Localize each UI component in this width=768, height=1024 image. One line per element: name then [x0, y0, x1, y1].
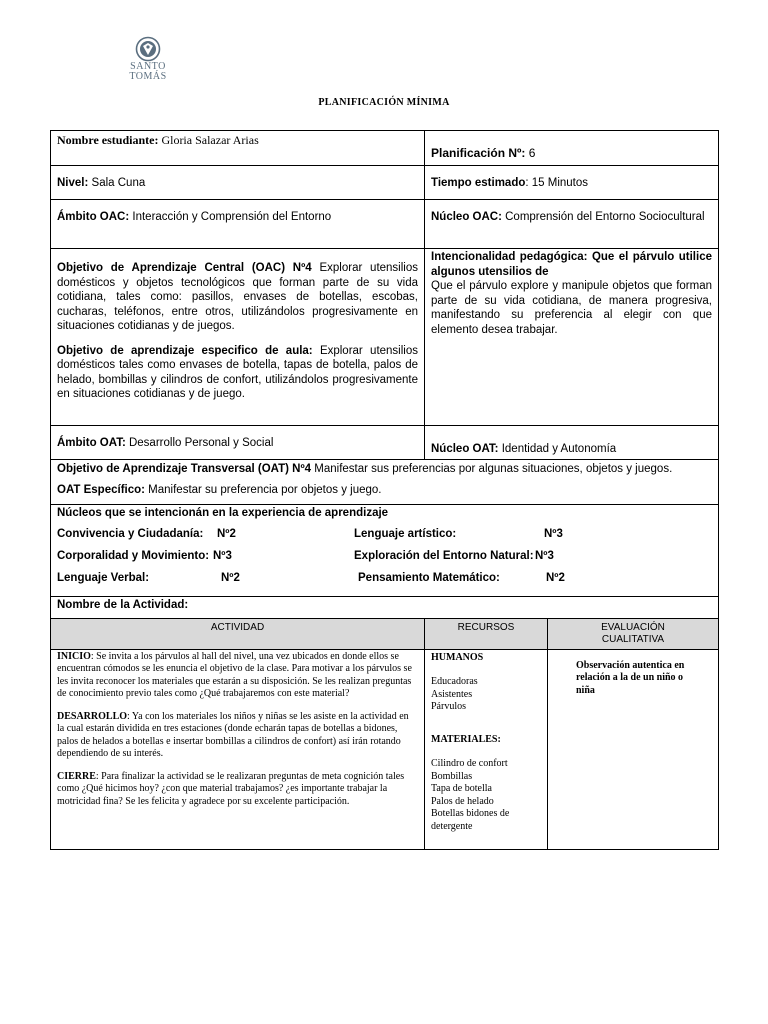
humanos-item: Educadoras — [431, 676, 478, 687]
student-label: Nombre estudiante: — [57, 133, 159, 147]
cell-student — [51, 131, 425, 166]
nucleo-item-value: Nº2 — [221, 571, 240, 584]
oat-label: Objetivo de Aprendizaje Transversal (OAT) Nº4 — [57, 463, 312, 475]
nucleos-title: Núcleos que se intencionán en la experiencia de aprendizaje — [57, 507, 389, 519]
planning-table — [50, 130, 719, 850]
oa-aula-text: Explorar utensilios domésticos tales como envases de botella, tapas de botella, palos de helado, bombillas y cilindros de confort, utilizándolos progresivamente en situaciones cotidianas y de juego. — [57, 344, 418, 400]
oac-label: Objetivo de Aprendizaje Central (OAC) Nº4 — [57, 262, 312, 274]
humanos-item: Párvulos — [431, 701, 466, 712]
intencionalidad-text: Que el párvulo explore y manipule objetos que forman parte de su vida cotidiana, de manera progresiva, manifestando su preferencia al elegir con que elemento desea trabajar. — [431, 280, 712, 336]
tiempo-value: : 15 Minutos — [525, 177, 589, 189]
inicio-paragraph — [57, 651, 418, 701]
nucleo-item-label: Convivencia y Ciudadanía: — [57, 527, 204, 540]
materiales-item: Palos de helado — [431, 795, 494, 807]
nucleo-item-label: Exploración del Entorno Natural: — [354, 549, 534, 562]
ambito-oat-label: Ámbito OAT: — [57, 437, 126, 449]
row-nivel — [51, 166, 719, 200]
column-header-recursos: RECURSOS — [425, 618, 548, 649]
column-header-actividad: ACTIVIDAD — [51, 618, 425, 649]
oat-especifico-paragraph — [57, 483, 712, 498]
cell-tiempo — [425, 166, 719, 200]
nucleo-oat-label: Núcleo OAT: — [431, 442, 499, 455]
cell-planificacion — [425, 131, 719, 166]
nucleo-item-label: Corporalidad y Movimiento: — [57, 549, 210, 562]
desarrollo-text: : Ya con los materiales los niños y niñas se les asiste en la actividad en la cual estarán dividida en tres estaciones (donde echarán tapas de botellas a bidones, palos de helados a botellas e insertar bombillas a cilindros de confort) así irán rotando dependiendo de su interés. — [57, 710, 409, 759]
oa-aula-paragraph — [57, 344, 418, 402]
cierre-label: CIERRE — [57, 770, 96, 782]
nivel-value: Sala Cuna — [91, 177, 146, 189]
desarrollo-paragraph — [57, 711, 418, 761]
nucleo-item-label: Pensamiento Matemático: — [358, 571, 500, 584]
row-student — [51, 131, 719, 166]
nucleo-oat-value: Identidad y Autonomía — [501, 442, 617, 455]
nucleo-item-value: Nº2 — [217, 527, 236, 540]
materiales-item: Bombillas — [431, 770, 473, 782]
planificacion-value: 6 — [528, 145, 536, 160]
row-objetivos — [51, 249, 719, 426]
ambito-oac-value: Interacción y Comprensión del Entorno — [132, 211, 332, 223]
logo-line-1: SANTO — [130, 61, 166, 72]
ambito-oat-value: Desarrollo Personal y Social — [128, 437, 274, 449]
nucleo-item-label: Lenguaje artístico: — [354, 527, 457, 540]
row-ambito-oac — [51, 200, 719, 249]
inicio-text: : Se invita a los párvulos al hall del nivel, una vez ubicados en donde ellos se encuentran cómodos se les enuncia el objetivo de la clase. Para motivar a los párvulos se les invita reconocer los materiales que estarán a su disposición. Se les realizan preguntas de conocimiento previo tales como ¿Qué trabajaremos con este material? — [57, 650, 412, 699]
oat-especifico-label: OAT Específico: — [57, 483, 145, 496]
student-name: Gloria Salazar Arias — [161, 133, 259, 147]
shield-emblem-icon — [135, 36, 161, 62]
cell-nucleo-oat — [425, 426, 719, 460]
row-actividad-detalle — [51, 649, 719, 849]
planificacion-label: Planificación Nº: — [431, 145, 526, 160]
cierre-paragraph — [57, 771, 418, 809]
page-title: PLANIFICACIÓN MÍNIMA — [318, 97, 450, 108]
materiales-item: Botellas bidones de detergente — [431, 808, 510, 832]
intencionalidad-label: Intencionalidad pedagógica: Que el párvulo utilice algunos utensilios de — [431, 251, 712, 278]
humanos-item: Asistentes — [431, 688, 473, 700]
logo-line-2: TOMÁS — [129, 71, 167, 82]
cell-nombre-actividad — [51, 596, 719, 618]
nucleo-oac-label: Núcleo OAC: — [431, 211, 502, 223]
evaluacion-text: Observación autentica en relación a la de un niño o niña — [576, 659, 685, 696]
cell-nivel — [51, 166, 425, 200]
tiempo-label: Tiempo estimado — [431, 177, 526, 189]
nombre-actividad-label: Nombre de la Actividad: — [57, 598, 189, 611]
oat-text: Manifestar sus preferencias por algunas situaciones, objetos y juegos. — [314, 463, 673, 475]
oat-paragraph — [57, 462, 712, 477]
cell-nucleos — [51, 505, 719, 597]
nucleo-item-value: Nº3 — [213, 549, 232, 562]
university-logo — [118, 36, 178, 82]
nucleo-item-value: Nº3 — [535, 549, 554, 562]
nucleo-item-value: Nº3 — [544, 527, 563, 540]
cell-objetivos — [51, 249, 425, 426]
cell-ambito-oac — [51, 200, 425, 249]
column-header-evaluacion: EVALUACIÓN CUALITATIVA — [548, 618, 719, 649]
cell-intencionalidad — [425, 249, 719, 426]
oa-aula-label: Objetivo de aprendizaje especifico de aula: — [57, 344, 313, 357]
nucleo-item-value: Nº2 — [546, 571, 565, 584]
oac-paragraph — [57, 261, 418, 334]
cell-actividad-detalle — [51, 649, 425, 849]
nivel-label: Nivel: — [57, 177, 89, 189]
row-ambito-oat — [51, 426, 719, 460]
humanos-label: HUMANOS — [431, 651, 484, 663]
materiales-label: MATERIALES: — [431, 733, 501, 745]
cell-evaluacion — [548, 649, 719, 849]
inicio-label: INICIO — [57, 650, 91, 662]
cierre-text: : Para finalizar la actividad se le realizaran preguntas de meta cognición tales como ¿Qué hicimos hoy? ¿con que material trabajamos? ¿es importante trabajar la motricidad fina? Se les felicita y agradece por su excelente participación. — [57, 770, 405, 807]
ambito-oac-label: Ámbito OAC: — [57, 211, 130, 223]
oat-especifico-text: Manifestar su preferencia por objetos y juego. — [148, 483, 382, 496]
row-nombre-actividad — [51, 596, 719, 618]
materiales-item: Cilindro de confort — [431, 758, 508, 769]
nucleo-oac-value: Comprensión del Entorno Sociocultural — [505, 211, 705, 223]
materiales-item: Tapa de botella — [431, 783, 492, 794]
cell-ambito-oat — [51, 426, 425, 460]
desarrollo-label: DESARROLLO — [57, 710, 128, 722]
row-column-headers — [51, 618, 719, 649]
oac-text: Explorar utensilios domésticos y objetos tecnológicos que forman parte de su vida cotidiana, tales como: pasillos, envases de botellas, escobas, cucharas, teléfonos, entre otros, utilizándolos progresivamente en situaciones cotidianas y de juegos. — [57, 262, 418, 332]
nucleo-item-label: Lenguaje Verbal: — [57, 571, 150, 584]
cell-oat — [51, 460, 719, 505]
cell-nucleo-oac — [425, 200, 719, 249]
cell-recursos — [425, 649, 548, 849]
row-oat — [51, 460, 719, 505]
row-nucleos — [51, 505, 719, 597]
